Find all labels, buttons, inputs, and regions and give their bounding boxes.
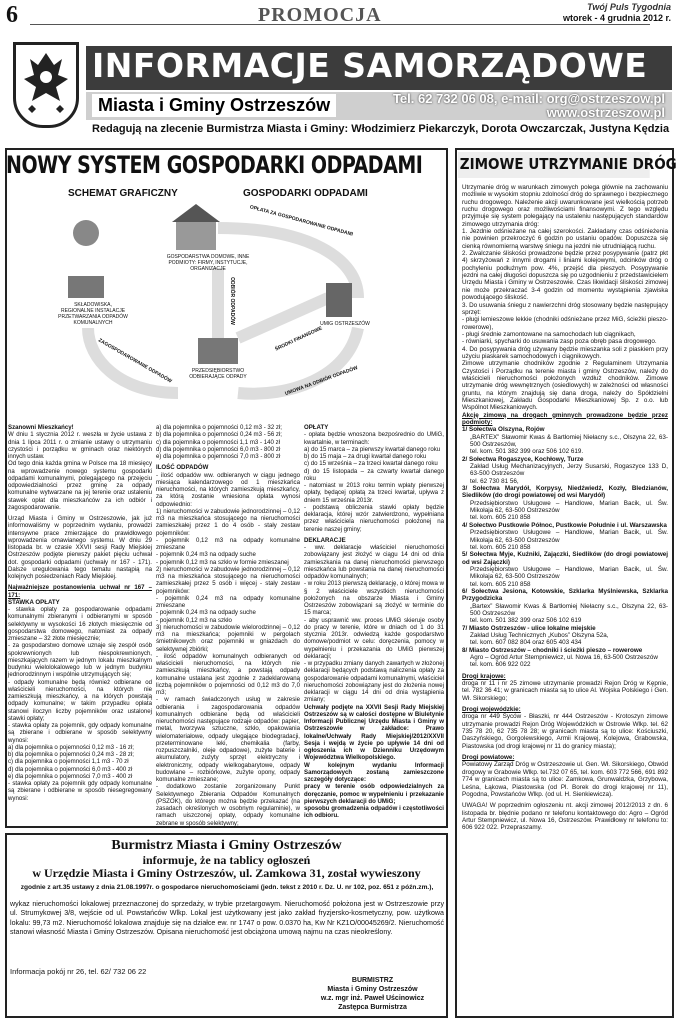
paragraph: - aby usprawnić ww. proces UMiG skieruje osoby do pracy w terenie, które w dniach od 1 do 31 stycznia 2013r. odwiedzą każde gospodarstwo domowe/podmiot w celu: doręczenia, pomocy w wypełnieniu i przekazania do UMiG pierwszej deklaracji; bbox=[304, 616, 444, 660]
contractor-line: Zakład Usług Technicznych „Kubos” Olszyna 52a, bbox=[470, 631, 609, 639]
paragraph: 1) nieruchomości w zabudowie jednorodzinnej – 0,12 m3 na mieszkańca stosującego na nieruchomości zamieszkałej przez 1 do 4 osób - stały zestaw pojemników: bbox=[156, 507, 300, 537]
signature-line: Miasta i Gminy Ostrzeszów bbox=[327, 986, 418, 993]
issue-date: wtorek - 4 grudnia 2012 r. bbox=[562, 13, 671, 23]
article-column-2 bbox=[156, 424, 300, 827]
paragraph: - pługi lemieszowe lekkie (chodniki odśnieżane przez MiG, ścieżki pieszo-rowerowe), bbox=[462, 316, 668, 331]
arrow-management-label: ZAGOSPODAROWANIE ODPADÓW bbox=[97, 337, 173, 385]
paragraph: 3) nieruchomości w zabudowie wielorodzinnej – 0,12 m3 na mieszkańca; pojemniki w pergolach śmietnikowych oraz pojemniki w gniazdach do selektywnej zbiórki; bbox=[156, 623, 300, 653]
sidebar-body bbox=[462, 184, 668, 832]
plant-label: SKŁADOWISKA, REGIONALNE INSTALACJE PRZETWARZANIA ODPADÓW KOMUNALNYCH bbox=[58, 302, 128, 326]
list-item: e) dla pojemnika o pojemności 7,0 m3 - 800 zł bbox=[156, 453, 281, 460]
contractor-line: Przedsiębiorstwo Usługowe – Handlowe, Marian Bacik, ul. Św. Mikołaja 62, 63-500 Ostrzeszów bbox=[470, 499, 668, 515]
contractor-line: 1/ Sołectwa Olszyna, Rojów bbox=[462, 426, 545, 434]
contractor-line: tel. 62 730 81 56, bbox=[470, 477, 519, 485]
section-label: PROMOCJA bbox=[258, 4, 382, 26]
contractor-line: tel. kom. 605 210 858 bbox=[470, 514, 531, 522]
paragraph: W dniu 1 stycznia 2012 r. weszła w życie ustawa z dnia 1 lipca 2011 r. o zmianie ustawy o utrzymaniu czystości i porządku w gminach oraz niektórych innych ustaw. bbox=[8, 431, 152, 460]
office-label: UMIG OSTRZESZÓW bbox=[320, 321, 370, 327]
paragraph: 2. Zwalczanie śliskości prowadzone będzie przez posypywanie (patrz pkt 4) skrzyżowań z innymi drogami i liniami kolejowymi, odcinków dróg o pochyleniu podłużnym pow. 4%, przejść dla pieszych. Posypywanie jezdni na całej długości dopuszcza się po uzgodnieniu z przedstawicielem Urzędu Miasta i Gminy w Ostrzeszowie. Czas likwidacji śliskości zimowej nie może przekraczać 3-4 godzin od momentu wystąpienia zjawiska powodującego śliskość. bbox=[462, 250, 668, 302]
contractor-line: Agro – Ogród Artur Stempniewicz, ul. Nowa 16, 63-500 Ostrzeszów bbox=[470, 654, 658, 661]
list-item: d) do 15 listopada – za czwarty kwartał danego roku bbox=[304, 467, 444, 482]
diagram-right-heading: GOSPODARKI ODPADAMI bbox=[243, 188, 368, 199]
paragraph: - ww. deklaracje właściciel nieruchomości zobowiązany jest złożyć w ciągu 14 dni od dnia zamieszkania na danej nieruchomości pierwszego mieszkańca lub powstania na danej nieruchomości odpadów komunalnych; bbox=[304, 544, 444, 580]
arrow-finance-label: ŚRODKI FINANSOWE bbox=[274, 325, 324, 353]
website: www.ostrzeszow.pl bbox=[546, 105, 665, 120]
contact-info bbox=[393, 92, 665, 120]
list-item: b) dla pojemnika o pojemności 0,24 m3 - 56 zł; bbox=[156, 431, 283, 439]
list-item: c) dla pojemnika o pojemności 1,1 m3 - 70 zł bbox=[8, 758, 129, 766]
house-label: GOSPODARSTWA DOMOWE, INNE PODMIOTY: FIRMY, INSTYTUCJE, ORGANIZACJE bbox=[166, 254, 250, 272]
list-item: - pojemnik 0,12 m3 na szkło bbox=[156, 616, 232, 624]
list-item: a) dla pojemnika o pojemności 0,12 m3 - 16 zł; bbox=[8, 743, 135, 751]
contractor-line: 5/ Sołectwa Myje, Kuźniki, Zajączki, Siedlików (do drogi powiatowej od wsi Zajączki) bbox=[462, 551, 668, 566]
coat-of-arms-icon bbox=[13, 42, 79, 128]
contractors-heading: Akcję zimową na drogach gminnych prowadzone będzie przez podmioty: bbox=[462, 411, 668, 426]
paragraph: W kolejnym wydaniu Informacji Samorządowych zostaną zamieszczone szczegóły dotyczące: bbox=[304, 761, 444, 783]
paragraph: - dodatkowo zostanie zorganizowany Punkt Selektywnego Zbierania Odpadów Komunalnych (PSZOK), do którego można będzie przekazać (na zasadach określonych w osobnym regulaminie), w ramach uiszczonej opłaty, odpady komunalne zebrane w sposób selektywny; bbox=[156, 783, 300, 827]
paragraph: - w roku 2013 pierwszą deklarację, o której mowa w § 2 właściciele wszystkich nieruchomości położonych na obszarze Miasta i Gminy Ostrzeszów zobowiązani są złożyć w terminie do 15 marca; bbox=[304, 580, 444, 617]
paragraph: - stawka opłaty za pojemnik, gdy odpady komunalne są zbierane i odbierane w sposób selektywny wynosi: bbox=[8, 722, 152, 744]
editors-line: Redagują na zlecenie Burmistrza Miasta i Gminy: Włodzimierz Piekarczyk, Dorota Owczarczak, Justyna Kędzia bbox=[92, 123, 670, 135]
paragraph: - ilość odpadów ww. odbieranych w ciągu jednego miesiąca kalendarzowego od 1 mieszkańca nieruchomości, na których zamieszkują mieszkańcy, za którą zostanie wniesiona opłata wynosi odpowiednio: bbox=[156, 471, 300, 508]
article-column-1 bbox=[8, 424, 152, 802]
notice-title: Burmistrz Miasta i Gminy Ostrzeszów bbox=[111, 838, 342, 853]
main-article-title: NOWY SYSTEM GOSPODARKI ODPADAMI bbox=[6, 151, 423, 179]
list-item: - pojemnik 0,12 m3 na szkło w formie zmieszanej bbox=[156, 558, 289, 566]
list-item: d) dla pojemnika o pojemności 6,0 m3 - 400 zł bbox=[8, 765, 133, 773]
list-item: e) dla pojemnika o pojemności 7,0 m3 - 400 zł bbox=[8, 772, 133, 780]
signature-line: BURMISTRZ bbox=[351, 977, 394, 984]
paragraph: sposobu gromadzenia odpadów i częstotliwości ich odbioru. bbox=[304, 805, 444, 820]
waste-diagram bbox=[58, 188, 406, 418]
paragraph: 3. Do usuwania śniegu z nawierzchni dróg stosowany będzie następujący sprzęt: bbox=[462, 301, 668, 316]
contractor-line: 2/ Sołectwa Rogaszyce, Kochłowy, Turze bbox=[462, 455, 584, 463]
paragraph: 4. Do posypywania dróg używany będzie mieszanka soli z piaskiem przy użyciu piaskarek samochodowych i ciągnikowych. bbox=[462, 345, 668, 360]
list-item: d) dla pojemnika o pojemności 6,0 m3 - 800 zł bbox=[156, 445, 281, 453]
notice-info: Informacja pokój nr 26, tel. 62/ 732 06 22 bbox=[10, 967, 147, 976]
crest-svg bbox=[16, 45, 76, 125]
paragraph: Od tego dnia każda gmina w Polsce ma 18 miesięcy na wprowadzenie nowego systemu gospodarki odpadami komunalnymi, polegającego na przejęciu odpowiedzialności przez gminę za odpady komunalne wytwarzane na jej terenie oraz ustaleniu stawek opłat dla mieszkańców za ich odbiór i zagospodarowanie. bbox=[8, 460, 152, 511]
notice-line: w Urzędzie Miasta i Gminy Ostrzeszów, ul. Zamkowa 31, został wywieszony bbox=[32, 866, 421, 880]
contractor-line: 7/ Miasto Ostrzeszów - ulice lokalne miejskie bbox=[462, 624, 596, 632]
contractor-line: tel. kom. 607 082 804 oraz 605 403 434 bbox=[470, 639, 582, 647]
page-number: 6 bbox=[6, 2, 18, 28]
list-item: - pojemnik 0,24 m3 na odpady suche bbox=[156, 551, 256, 559]
notice-line: informuje, że na tablicy ogłoszeń bbox=[142, 853, 311, 867]
list-item: - pojemnik 0,24 m3 na odpady suche bbox=[156, 609, 256, 617]
contractor-line: tel. kom. 501 382 399 oraz 506 102 619 bbox=[470, 617, 582, 625]
wojewodzkie-heading: Drogi wojewódzkie: bbox=[462, 706, 521, 714]
section-heading: ILOŚĆ ODPADÓW bbox=[156, 464, 209, 472]
paragraph: - za gospodarstwo domowe uznaje się zespół osób spokrewnionych lub niespokrewnionych, mieszkających razem w jednym lokalu mieszkalnym budynku wielolokalowego lub w jednym budynku jednorodzinnym i wspólnie utrzymujących się; bbox=[8, 642, 152, 679]
paragraph: pracy w terenie osób odpowiedzialnych za doręczanie, pomoc w wypełnieniu i przekazanie pierwszych deklaracji do UMiG; bbox=[304, 783, 444, 805]
paragraph: droga nr 11 i nr 25 zimowe utrzymanie prowadzi Rejon Dróg w Kępnie, tel. 782 36 41; w granicach miasta są to ulice Al. Wojska Polskiego i Gen. Wł. Sikorskiego; bbox=[462, 680, 668, 702]
top-rule bbox=[30, 24, 650, 25]
section-heading: Najważniejsze postanowienia uchwał nr 167 – 171: bbox=[8, 584, 152, 599]
notice-signature bbox=[300, 976, 445, 1012]
paragraph: 1. Jezdnie odśnieżane na całej szerokości. Zakładany czas odśnieżenia nie powinien przekroczyć 6 godzin po ustaniu opadów. Dopuszcza się cienką równomierną warstwę śniegu na jezdni nie utrudniającą ruchu. bbox=[462, 228, 668, 250]
list-item: a) dla pojemnika o pojemności 0,12 m3 - 32 zł; bbox=[156, 424, 283, 431]
diagram-left-heading: SCHEMAT GRAFICZNY bbox=[68, 188, 178, 199]
paragraph: - opłata będzie wnoszona bezpośrednio do UMiG, kwartalnie, w terminach: bbox=[304, 431, 444, 446]
paragraph: - natomiast w 2013 roku termin wpłaty pierwszej opłaty, będącej opłatą za trzeci kwartał, upływa z dniem 15 września 2013r. bbox=[304, 482, 444, 504]
contractor-line: tel. kom. 605 210 858 bbox=[470, 543, 531, 551]
paragraph: droga nr 449 Syców - Błaszki, nr 444 Ostrzeszów - Krotoszyn zimowe utrzymanie prowadzi Rejon Dróg Wojewódzkich w Ostrowie Wlkp. tel. 62 735 78 20, 62 735 78 28; w granicach miasta są to ulice: Kościuszki, Daszyńskiego, Gorgolewskiego, Armii Krajowej, Kolejowa, Grabowska, Piastowska (od drogi krajowej nr 11 do granicy miasta); bbox=[462, 713, 668, 750]
contractor-line: 6/ Sołectwa Jesiona, Kotowskie, Szklarka Myślniewska, Szklarka Przygodzicka bbox=[462, 587, 668, 603]
contractor-line: Przedsiębiorstwo Usługowe – Handlowe, Marian Bacik, ul. Św. Mikołaja 62, 63-500 Ostrzeszów bbox=[470, 529, 668, 544]
section-heading: DEKLARACJE bbox=[304, 536, 346, 544]
paragraph: Zimowe utrzymanie chodników zgodnie z Regulaminem Utrzymania Czystości i Porządku na terenie miasta i gminy Ostrzeszów, należy do właścicieli nieruchomości położonych wzdłuż chodników. Zimowe utrzymanie dróg wewnętrznych (osiedlowych) w zależności od własności gruntu, na którym znajdują się dana droga, należy do Spółdzielni Mieszkaniowej, Zakładu Gospodarki Mieszkaniowej Sp. z o.o. lub Wspólnot Mieszkaniowych. bbox=[462, 360, 668, 412]
paragraph: - równiarki, spycharki do usuwania zasp poza obręb pasa drogowego. bbox=[462, 338, 657, 346]
phone-email: Tel. 62 732 06 08, e-mail: org@ostrzeszow.pl bbox=[392, 91, 665, 106]
paragraph: - w przypadku zmiany danych zawartych w złożonej deklaracji będących podstawą naliczenia opłaty za gospodarowanie odpadami komunalnymi, właściciel nieruchomości zobowiązany jest do złożenia nowej deklaracji w ciągu 14 dni od dnia wystąpienia zmiany; bbox=[304, 660, 444, 704]
signature-line: w.z. mgr inż. Paweł Uścinowicz bbox=[320, 995, 425, 1002]
contractor-line: 3/ Sołectwa Marydół, Korpysy, Niedźwiedź, Kozły, Bledzianów, Siedlików (do drogi powiatowej od wsi Marydół) bbox=[462, 485, 668, 500]
contractor-line: „BARTEX” Sławomir Kwas & Bartłomiej Niełacny s.c., Olszyna 22, 63-500 Ostrzeszów, bbox=[470, 433, 668, 449]
paragraph: - podstawą obliczenia stawki opłaty będzie deklaracja, której wzór zatwierdzono, wypełniana przez właściciela nieruchomości położonej na terenie naszej gminy; bbox=[304, 503, 444, 533]
paragraph: Szanowni Mieszkańcy! bbox=[8, 424, 74, 431]
list-item: b) dla pojemnika o pojemności 0,24 m3 - 28 zł; bbox=[8, 751, 135, 758]
powiatowe-heading: Drogi powiatowe: bbox=[462, 754, 515, 762]
contractor-line: Zakład Usług Mechanizacyjnych, Jerzy Susarski, Rogaszyce 133 D, 63-500 Ostrzeszów bbox=[470, 463, 668, 478]
paper-name: Twój Puls Tygodnia bbox=[587, 2, 671, 12]
signature-line: Zastępca Burmistrza bbox=[338, 1004, 407, 1011]
paragraph: Uchwały podjęte na XXVII Sesji Rady Miejskiej Ostrzeszów są w całości dostępne w Biuletynie Informacji Publicznej Urzędu Miasta i Gminy w Ostrzeszowie w zakładce: Prawo lokalne/Uchwały Rady Miejskiej/2012/XXVII Sesja i wejdą w życie po upływie 14 dni od ogłoszenia ich w Dzienniku Urzędowym Województwa Wielkopolskiego. bbox=[304, 703, 444, 762]
paragraph: - ilość odpadów komunalnych odbieranych od właścicieli nieruchomości, na których nie zamieszkują mieszkańcy, a powstają odpady komunalne ustalana jest zgodnie z zadeklarowaną liczbą pojemników o pojemności od 0,12 m3 do 7,0 m3; bbox=[156, 652, 300, 696]
section-heading: OPŁATY bbox=[304, 424, 329, 431]
closing-note: UWAGA! W poprzednim ogłoszeniu nt. akcji zimowej 2012/2013 z dn. 6 listopada br. błędnie podano nr telefonu kontaktowego do: Agro – Ogród Artur Stempniewicz, ul. Nowa 16, Ostrzeszów. Prawidłowy nr telefonu to: 606 922 022. Przepraszamy. bbox=[462, 802, 668, 832]
list-item: - pojemnik 0,24 m3 na odpady komunalne zmieszane bbox=[156, 594, 300, 609]
contractor-line: tel. kom. 605 210 858 bbox=[470, 580, 531, 588]
paragraph: 2) nieruchomości w zabudowie jednorodzinnej – 0,12 m3 na mieszkańca stosującego na nieruchomości zamieszkałej przez 5 osób i więcej - stały zestaw pojemników: bbox=[156, 565, 300, 595]
paragraph: - stawka opłaty za gospodarowanie odpadami komunalnymi zbieranymi i odbieranymi w sposób selektywny w wysokości 16 złotych miesięcznie od gospodarstwa domowego, natomiast za odpady zmieszane – 32 złote miesięcznie; bbox=[8, 606, 152, 642]
contractor-line: 8/ Miasto Ostrzeszów – chodniki i ścieżki pieszo – rowerowe bbox=[462, 646, 643, 654]
contractor-line: tel. kom. 501 382 399 oraz 506 102 619. bbox=[470, 448, 584, 456]
masthead-subtitle: Miasta i Gminy Ostrzeszów bbox=[92, 94, 336, 117]
list-item: - pojemnik 0,12 m3 na odpady komunalne zmieszane bbox=[156, 536, 300, 551]
list-item: c) do 15 września – za trzeci kwartał danego roku bbox=[304, 460, 438, 468]
list-item: b) do 15 maja – za drugi kwartał danego roku bbox=[304, 453, 427, 460]
krajowe-heading: Drogi krajowe: bbox=[462, 672, 506, 680]
contractor-line: „Bartex” Sławomir Kwas & Bartłomiej Niełacny s.c., Olszyna 22, 63-500 Ostrzeszów bbox=[470, 602, 668, 617]
paragraph: - pługi średnie zamontowane na samochodach lub ciągnikach, bbox=[462, 330, 636, 338]
paragraph: - w ramach świadczonych usług w zakresie odbierania i zagospodarowania odpadów komunalnych odbierane będą od właścicieli nieruchomości następujące rodzaje odpadów: papier, metal, tworzywa sztuczne, szkło, opakowania wielomateriałowe, odpady ulegające biodegradacji, przeterminowane leki, chemikalia (farby, rozpuszczalniki, oleje odpadowe), zużyte baterie i akumulatory, zużyty sprzęt elektryczny i elektroniczny, odpady wielkogabarytowe, odpady budowlane – rozbiórkowe, zużyte opony, odpady komunalne zmieszane; bbox=[156, 696, 300, 783]
masthead-title: INFORMACJE SAMORZĄDOWE bbox=[92, 46, 648, 85]
notice-legal-basis: zgodnie z art.35 ustawy z dnia 21.08.1997r. o gospodarce nieruchomościami (jedn. tekst z 2010 r. Dz. U. nr 102, poz. 651 z późn.zm.), bbox=[20, 884, 434, 891]
list-item: a) do 15 marca – za pierwszy kwartał danego roku bbox=[304, 445, 441, 453]
sidebar-title: ZIMOWE UTRZYMANIE DRÓG bbox=[458, 152, 650, 178]
arrow-pickup-label: ODBIÓR ODPADÓW bbox=[228, 277, 235, 325]
paragraph: - stawka opłaty za pojemnik gdy odpady komunalne są zbierane i odbierane w sposób niesegregowany wynosi: bbox=[8, 780, 152, 802]
article-column-3 bbox=[304, 424, 444, 820]
arrow-contract-label: UMOWA NA ODBIÓR ODPADÓW bbox=[284, 365, 359, 397]
paragraph: - odpady komunalne będą również odbierane od właścicieli nieruchomości, na których nie zamieszkują mieszkańcy, a na których powstają odpady komunalne; w takim przypadku opłata stanowi iloczyn liczby pojemników oraz ustalonej stawki opłaty; bbox=[8, 678, 152, 722]
notice-body: wykaz nieruchomości lokalowej przeznaczonej do sprzedaży, w trybie przetargowym. Nieruchomość położona jest w Ostrzeszowie przy ul. Strumykowej 3/8, wejście od ul. Powstańców Wlkp. Lokal jest użytkowany jest jako zakład fryzjersko-kosmetyczny, pow. użytkowa lokalu: 99,73 m2. Nieruchomość lokalowa znajduje się na działce ew. nr 1747 o pow. 0.0370 ha, Kw Nr KZ1O/00045269/2. Nieruchomość stanowi własność Miasta i Gminy Ostrzeszów. Opisana nieruchomość jest obciążona umową najmu na czas nieokreślony. bbox=[10, 900, 444, 936]
contractor-line: Przedsiębiorstwo Usługowe – Handlowe, Marian Bacik, ul. Św. Mikołaja 62, 63-500 Ostrzeszów bbox=[470, 565, 668, 581]
contractor-line: tel. kom. 606 922 022 bbox=[470, 661, 531, 669]
notice-heading bbox=[7, 838, 446, 880]
paragraph: Urząd Miasta i Gminy w Ostrzeszowie, jak już informowaliśmy w poprzednim wydaniu, prowadzi intensywne prace zmierzające do prawidłowego wprowadzenia omawianego systemu. W dniu 29 listopada br. w czasie XXVII sesji Rady Miejskiej Ostrzeszów podjęte pierwszy pakiet pięciu uchwał dot. gospodarki odpadami (uchwały nr 167 - 171). Dalsze uregulowania tego tematu nastąpią na kolejnych posiedzeniach Rady Miejskiej. bbox=[8, 515, 152, 580]
paragraph: Utrzymanie dróg w warunkach zimowych polega głównie na zachowaniu możliwie w wysokim stopniu zdolności dróg do sprawnego i bezpiecznego ruchu drogowego. Należenie akcji uwarunkowane jest wielkością potrzeb ruchu drogowego oraz możliwościami finansowymi. Z tego względu przyjmuje się system polegający na ustaleniu następujących standardów zimowego utrzymania dróg: bbox=[462, 184, 668, 228]
paragraph: Powiatowy Zarząd Dróg w Ostrzeszowie ul. Gen. Wł. Sikorskiego, Obwód drogowy w Grabowie Wlkp. tel.732 07 65, tel. kom. 603 772 566, 691 892 774 w granicach miasta są to ulice: Zamkowa, Grunwaldzka, Grzybowa, Leśna, Łąkowa, Piastowska (od Pl. Borek do drogi krajowej nr 11), Pogodna, Powstańców Wlkp. (od ul. H. Sienkiewicza). bbox=[462, 761, 668, 798]
list-item: c) dla pojemnika o pojemności 1,1 m3 - 140 zł bbox=[156, 438, 280, 446]
truck-label: PRZEDSIĘBIORSTWO ODBIERAJĄCE ODPADY bbox=[189, 368, 247, 380]
contractor-line: 4/ Sołectwo Pustkowie Północ, Pustkowie Południe i ul. Warszawska bbox=[462, 521, 667, 529]
arrow-fee-label: OPŁATA ZA GOSPODAROWANIE ODPADAMI bbox=[249, 204, 354, 238]
section-heading: STAWKA OPŁATY bbox=[8, 598, 60, 606]
